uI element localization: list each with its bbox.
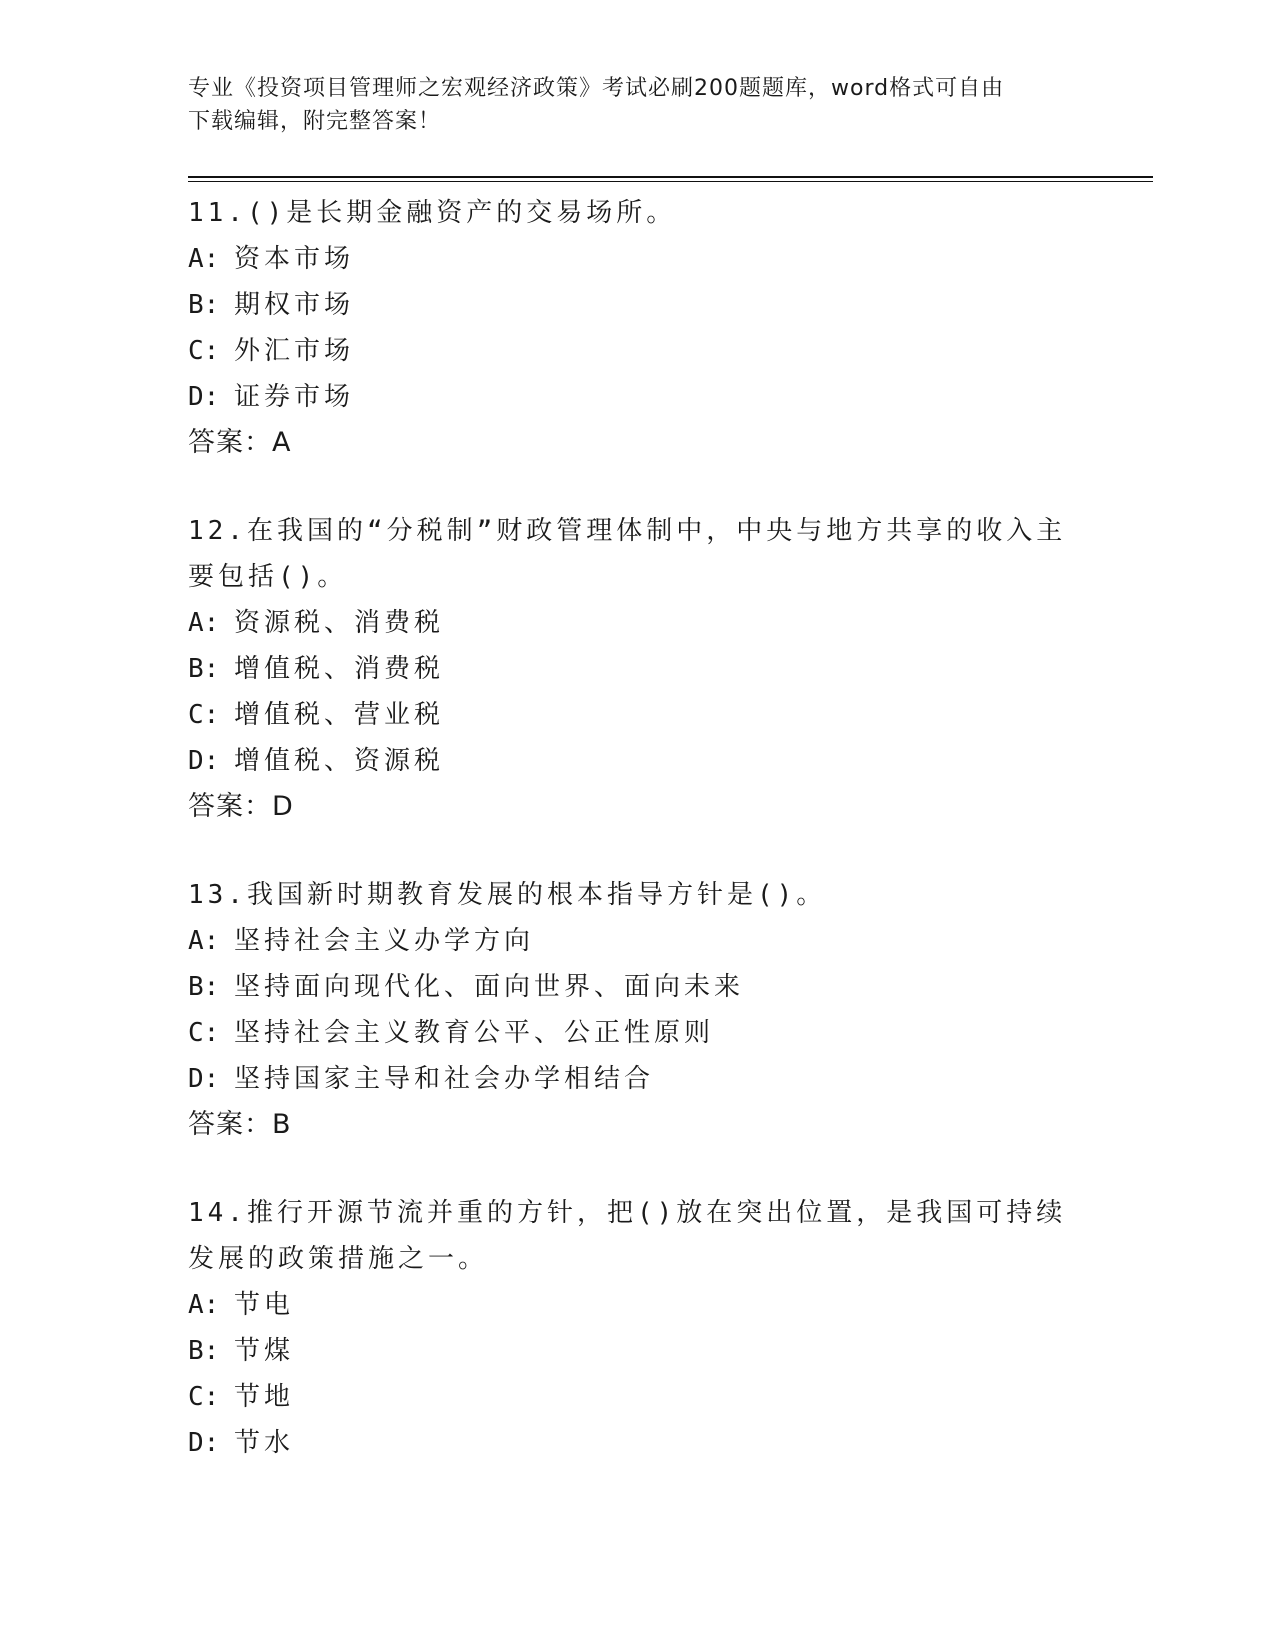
option-a [188,1282,1088,1328]
header-divider-thick [188,176,1153,178]
document-header [188,72,1088,138]
header-line-2: 下载编辑，附完整答案！ [188,109,442,134]
option-key: D: [188,382,220,412]
option-c [188,692,1088,738]
question-stem: 11.()是长期金融资产的交易场所。 [188,198,677,228]
option-text: 坚持社会主义办学方向 [234,926,535,956]
option-a [188,236,1088,282]
option-text: 期权市场 [234,290,355,320]
question-spacer [188,830,1088,872]
answer-line: 答案：B [188,1109,292,1140]
option-d [188,1420,1088,1466]
option-text: 节水 [234,1428,295,1458]
option-d [188,738,1088,784]
option-text: 节地 [234,1382,295,1412]
option-text: 节煤 [234,1336,295,1366]
option-a [188,600,1088,646]
option-text: 资源税、消费税 [234,608,445,638]
option-d [188,374,1088,420]
option-b [188,964,1088,1010]
option-key: B: [188,654,220,684]
option-c [188,1374,1088,1420]
option-text: 节电 [234,1290,295,1320]
option-b [188,282,1088,328]
question-11 [188,190,1088,466]
option-key: C: [188,1018,220,1048]
option-key: A: [188,244,220,274]
option-text: 坚持国家主导和社会办学相结合 [234,1064,655,1094]
option-key: B: [188,290,220,320]
option-key: C: [188,700,220,730]
option-key: D: [188,746,220,776]
option-text: 增值税、营业税 [234,700,445,730]
option-key: C: [188,336,220,366]
option-key: D: [188,1428,220,1458]
option-text: 坚持面向现代化、面向世界、面向未来 [234,972,745,1002]
option-c [188,328,1088,374]
option-key: A: [188,926,220,956]
option-key: D: [188,1064,220,1094]
option-key: B: [188,1336,220,1366]
option-key: B: [188,972,220,1002]
option-key: A: [188,1290,220,1320]
option-b [188,646,1088,692]
question-stem: 13.我国新时期教育发展的根本指导方针是()。 [188,880,827,910]
option-text: 证券市场 [234,382,355,412]
option-d [188,1056,1088,1102]
question-stem: 12.在我国的“分税制”财政管理体制中，中央与地方共享的收入主要包括()。 [188,516,1067,592]
question-13 [188,872,1088,1148]
option-b [188,1328,1088,1374]
option-text: 增值税、资源税 [234,746,445,776]
question-14 [188,1190,1088,1466]
question-12 [188,508,1088,830]
option-key: C: [188,1382,220,1412]
question-spacer [188,466,1088,508]
answer-line: 答案：A [188,427,292,458]
header-divider-thin [188,181,1153,182]
option-text: 外汇市场 [234,336,355,366]
option-a [188,918,1088,964]
header-line-1: 专业《投资项目管理师之宏观经济政策》考试必刷200题题库，word格式可自由 [188,76,1005,101]
question-spacer [188,1148,1088,1190]
option-c [188,1010,1088,1056]
option-text: 坚持社会主义教育公平、公正性原则 [234,1018,715,1048]
option-key: A: [188,608,220,638]
question-stem: 14.推行开源节流并重的方针，把()放在突出位置，是我国可持续发展的政策措施之一。 [188,1198,1067,1274]
question-list [188,190,1088,1466]
answer-line: 答案：D [188,791,294,822]
option-text: 增值税、消费税 [234,654,445,684]
option-text: 资本市场 [234,244,355,274]
